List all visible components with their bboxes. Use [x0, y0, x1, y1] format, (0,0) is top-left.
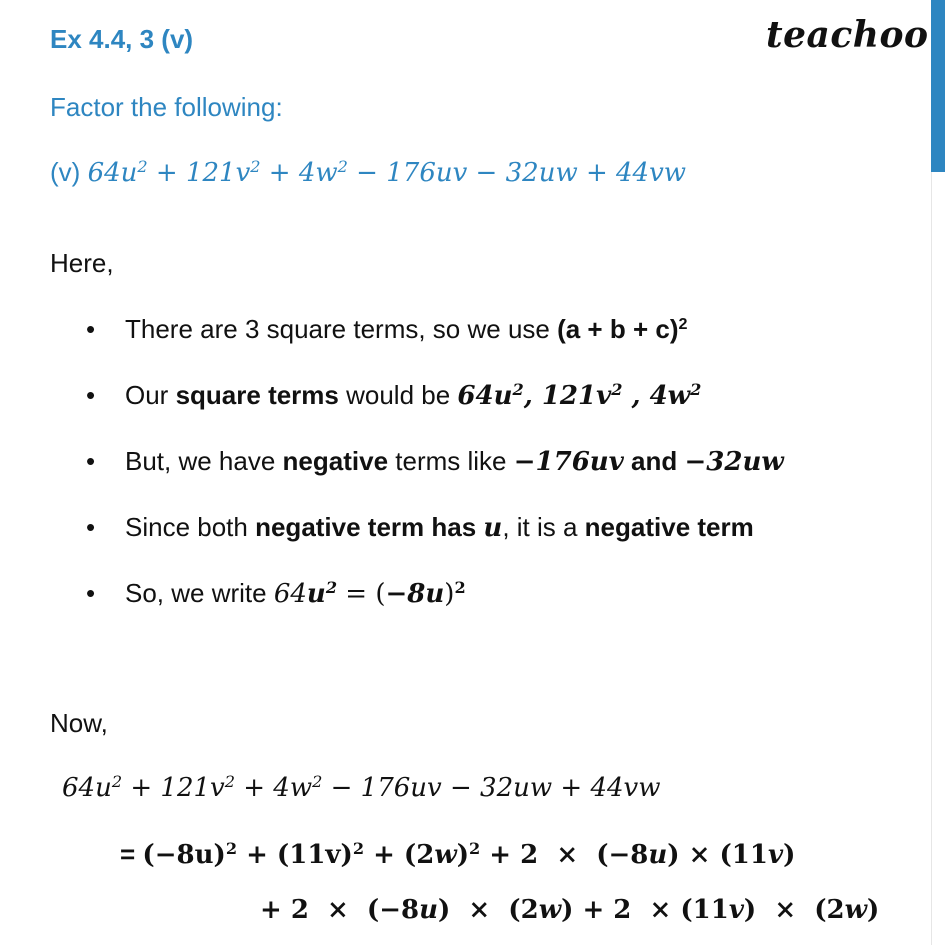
exercise-title: Ex 4.4, 3 (v) [50, 24, 194, 54]
solution-line-2: = $(-8u)^2 + (11v)^2 + (2w)^2 + 2 \times (-8u) \times (11v)$ [120, 839, 796, 870]
bullet-3-and: and [623, 446, 685, 476]
question-prompt: Factor the following: [50, 92, 283, 122]
bullet-3-bold: negative [282, 446, 389, 476]
bullet-4-bold1: negative term has [255, 512, 484, 542]
bullet-4-text: Since both [125, 512, 256, 542]
bullet-4-bold2: negative term [584, 512, 754, 542]
bullet-4-mid: , it is a [502, 512, 585, 542]
bullet-3-math1: −176uv [513, 447, 624, 477]
bullet-marker: • [86, 578, 96, 608]
question-expression: $64u^2 + 121v^2 + 4w^2 - 176uv - 32uw + 44vw$ [87, 157, 687, 188]
bullet-marker: • [86, 314, 96, 344]
question-line [50, 157, 686, 188]
bullet-1 [125, 314, 687, 345]
bullet-marker: • [86, 512, 96, 542]
bullet-2-text: Our [125, 380, 176, 410]
solution-line-3: + 2 × (−8u) × (2w) + 2 × (11v) × (2w) [260, 895, 880, 925]
bullet-5-math: $64u^2 = (-8u)^2$ [273, 578, 466, 609]
now-label: Now, [50, 708, 108, 738]
question-part: (v) [50, 157, 81, 187]
bullet-5 [125, 578, 466, 609]
bullet-4 [125, 512, 754, 543]
solution-line-1: $64u^2 + 121v^2 + 4w^2 - 176uv - 32uw + 44vw$ [62, 772, 661, 803]
bullet-4-var: u [483, 513, 503, 543]
bullet-2-math: $64u^2$, $121v^2$ , $4w^2$ [457, 380, 702, 411]
bullet-marker: • [86, 380, 96, 410]
bullet-1-text: There are 3 square terms, so we use [125, 314, 558, 344]
scrollbar-thumb[interactable] [931, 0, 945, 172]
teachoo-logo: teachoo [766, 14, 929, 56]
bullet-3 [125, 446, 784, 477]
bullet-1-formula: $(a + b + c)^2$ [557, 314, 688, 344]
here-label: Here, [50, 248, 114, 278]
bullet-3-text: But, we have [125, 446, 283, 476]
bullet-marker: • [86, 446, 96, 476]
bullet-5-text: So, we write [125, 578, 274, 608]
bullet-3-mid: terms like [388, 446, 514, 476]
bullet-2-bold: square terms [175, 380, 339, 410]
bullet-2 [125, 380, 701, 411]
bullet-2-mid: would be [338, 380, 458, 410]
bullet-3-math2: −32uw [684, 447, 784, 477]
